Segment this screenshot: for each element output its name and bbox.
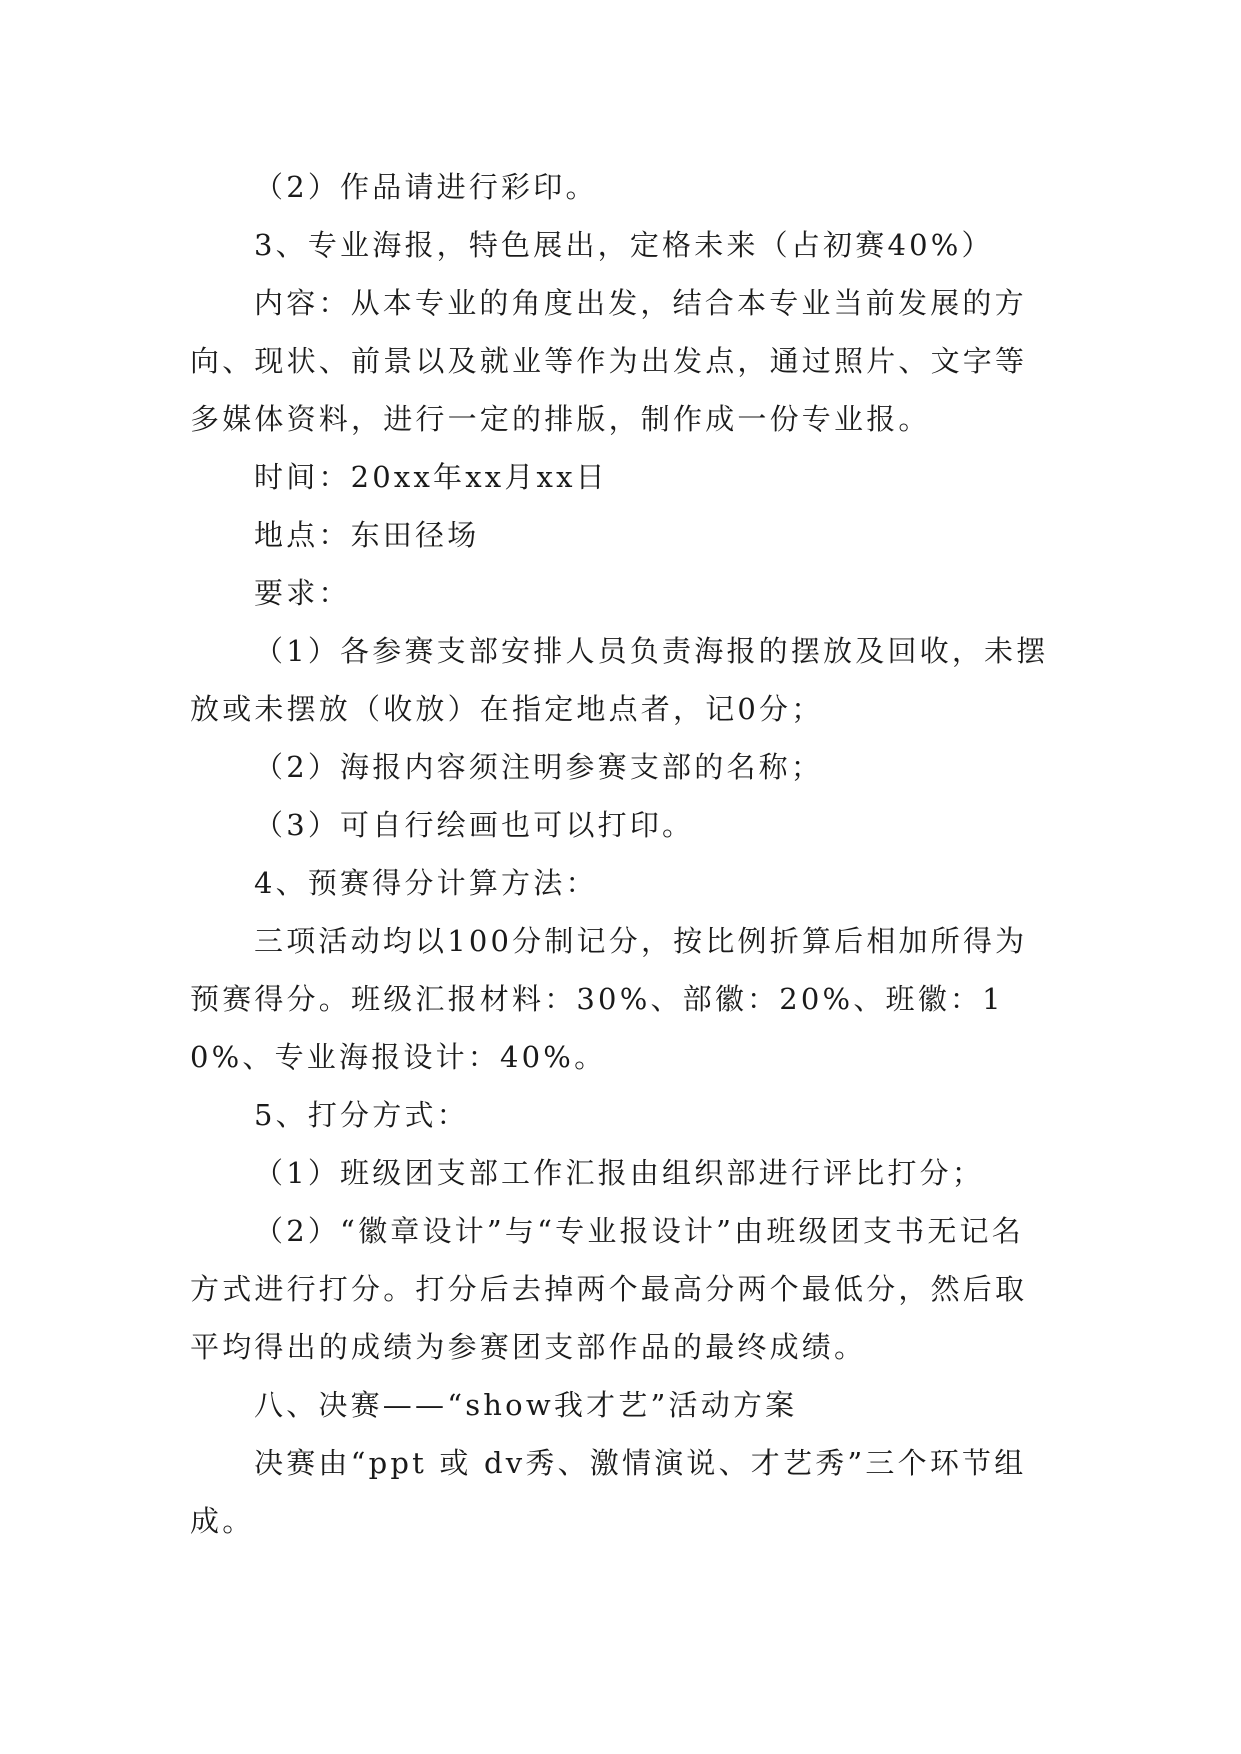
paragraph-grading-1: （1）班级团支部工作汇报由组织部进行评比打分；: [254, 1156, 985, 1190]
paragraph-time: 时间：20xx年xx月xx日: [254, 460, 608, 494]
document-body: [190, 158, 1056, 1550]
paragraph-finals-heading: 八、决赛——“show我才艺”活动方案: [254, 1388, 798, 1422]
paragraph-scoring-method: 三项活动均以100分制记分，按比例折算后相加所得为预赛得分。班级汇报材料：30%、部徽：20%、班徽：10%、专业海报设计：40%。: [190, 924, 1028, 1074]
paragraph-poster-heading: 3、专业海报，特色展出，定格未来（占初赛40%）: [254, 228, 994, 262]
paragraph-requirement-1: （1）各参赛支部安排人员负责海报的摆放及回收，未摆放或未摆放（收放）在指定地点者，记0分；: [190, 634, 1049, 726]
paragraph-requirement-2: （2）海报内容须注明参赛支部的名称；: [254, 750, 824, 784]
paragraph-grading-heading: 5、打分方式：: [254, 1098, 469, 1132]
paragraph-location: 地点：东田径场: [254, 518, 480, 552]
paragraph-finals-content: 决赛由“ppt 或 dv秀、激情演说、才艺秀”三个环节组成。: [190, 1446, 1027, 1538]
paragraph-grading-2: （2）“徽章设计”与“专业报设计”由班级团支书无记名方式进行打分。打分后去掉两个最高分两个最低分，然后取平均得出的成绩为参赛团支部作品的最终成绩。: [190, 1214, 1028, 1364]
paragraph-poster-content: 内容：从本专业的角度出发，结合本专业当前发展的方向、现状、前景以及就业等作为出发点，通过照片、文字等多媒体资料，进行一定的排版，制作成一份专业报。: [190, 286, 1028, 436]
paragraph-print-requirement: （2）作品请进行彩印。: [254, 170, 598, 204]
paragraph-scoring-method-heading: 4、预赛得分计算方法：: [254, 866, 598, 900]
paragraph-requirement-3: （3）可自行绘画也可以打印。: [254, 808, 695, 842]
paragraph-requirements-label: 要求：: [254, 576, 351, 610]
